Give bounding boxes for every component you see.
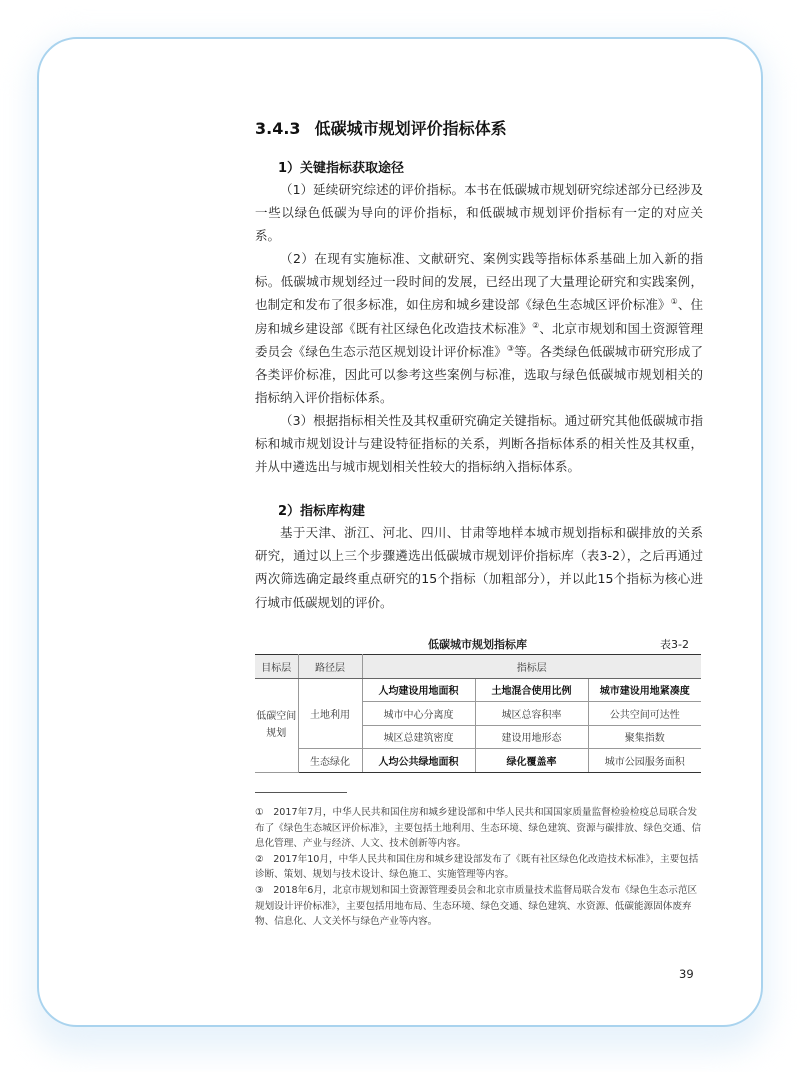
- header-path-layer: 路径层: [298, 655, 362, 679]
- paragraph-2-part-c: 、北京市规划和国土资源管理委员会《绿色生态示范区规划设计评价标准》: [255, 320, 703, 359]
- footnote-2: ② 2017年10月，中华人民共和国住房和城乡建设部发布了《既有社区绿色化改造技术标准》，主要包括诊断、策划、规划与技术设计、绿色施工、实施管理等内容。: [255, 853, 699, 881]
- indicator-cell: 城市公园服务面积: [588, 749, 701, 773]
- indicator-table: [255, 654, 701, 773]
- paragraph-2-part-a: （2）在现有实施标准、文献研究、案例实践等指标体系基础上加入新的指标。低碳城市规划经过一段时间的发展，已经出现了大量理论研究和实践案例，也制定和发布了很多标准，如住房和城乡建设部《绿色生态城区评价标准》: [255, 251, 703, 313]
- paragraph-2: [255, 247, 703, 409]
- header-indicator-layer: 指标层: [362, 655, 701, 679]
- indicator-cell: 聚集指数: [588, 725, 701, 749]
- table-header-row: [255, 655, 701, 679]
- footnote-ref-3[interactable]: ③: [506, 343, 515, 353]
- indicator-cell: 公共空间可达性: [588, 702, 701, 726]
- table-row: [255, 749, 701, 773]
- path-cell-greening: 生态绿化: [298, 749, 362, 773]
- footnote-ref-1[interactable]: ①: [670, 297, 678, 307]
- paragraph-2-part-d: 等。各类绿色低碳城市研究形成了各类评价标准，因此可以参考这些案例与标准，选取与绿色低碳城市规划相关的指标纳入评价指标体系。: [255, 343, 703, 406]
- paragraph-4: 基于天津、浙江、河北、四川、甘肃等地样本城市规划指标和碳排放的关系研究，通过以上三个步骤遴选出低碳城市规划评价指标库（表3-2），之后再通过两次筛选确定最终重点研究的15个指标（加粗部分），并以此15个指标为核心进行城市低碳规划的评价。: [255, 525, 703, 610]
- table-title: 低碳城市规划指标库: [428, 638, 527, 651]
- footnote-3: ③ 2018年6月，北京市规划和国土资源管理委员会和北京市质量技术监督局联合发布《绿色生态示范区规划设计评价标准》，主要包括用地布局、生态环境、绿色交通、绿色建筑、水资源、低碳能源固体废弃物、信息化、人文关怀与绿色产业等内容。: [255, 884, 698, 928]
- header-target-layer: 目标层: [255, 655, 298, 679]
- indicator-cell: 城区总建筑密度: [362, 725, 475, 749]
- footnote-1: ① 2017年7月，中华人民共和国住房和城乡建设部和中华人民共和国国家质量监督检验检疫总局联合发布了《绿色生态城区评价标准》，主要包括土地利用、生态环境、绿色建筑、资源与碳排放、绿色交通、信息化管理、产业与经济、人文、技术创新等内容。: [255, 807, 702, 850]
- footnote-divider: [255, 792, 347, 793]
- section-heading: [255, 116, 507, 139]
- table-row: [255, 678, 701, 702]
- indicator-cell: 城市建设用地紧凑度: [588, 678, 701, 702]
- paragraph-3: （3）根据指标相关性及其权重研究确定关键指标。通过研究其他低碳城市指标和城市规划设计与建设特征指标的关系，判断各指标体系的相关性及其权重，并从中遴选出与城市规划相关性较大的指标纳入指标体系。: [255, 413, 703, 475]
- indicator-cell: 绿化覆盖率: [475, 749, 588, 773]
- page-number: 39: [679, 967, 694, 981]
- indicator-cell: 土地混合使用比例: [475, 678, 588, 702]
- section-title: 低碳城市规划评价指标体系: [314, 119, 507, 138]
- footnotes: [255, 805, 705, 930]
- indicator-cell: 城市中心分离度: [362, 702, 475, 726]
- section-number: 3.4.3: [255, 119, 301, 138]
- target-cell: 低碳空间规划: [255, 678, 298, 772]
- indicator-cell: 人均建设用地面积: [362, 678, 475, 702]
- paragraph-1: （1）延续研究综述的评价指标。本书在低碳城市规划研究综述部分已经涉及一些以绿色低碳为导向的评价指标，和低碳城市规划评价指标有一定的对应关系。: [255, 182, 703, 244]
- indicator-cell: 人均公共绿地面积: [362, 749, 475, 773]
- indicator-cell: 城区总容积率: [475, 702, 588, 726]
- path-cell-land-use: 土地利用: [298, 678, 362, 749]
- paragraph-2-part-b: 、住房和城乡建设部《既有社区绿色化改造技术标准》: [255, 297, 704, 336]
- subsection-1-heading: 1）关键指标获取途径: [278, 161, 405, 176]
- table-number: 表3-2: [660, 638, 689, 651]
- indicator-cell: 建设用地形态: [475, 725, 588, 749]
- subsection-2-heading: 2）指标库构建: [278, 504, 366, 519]
- footnote-ref-2[interactable]: ②: [532, 320, 540, 330]
